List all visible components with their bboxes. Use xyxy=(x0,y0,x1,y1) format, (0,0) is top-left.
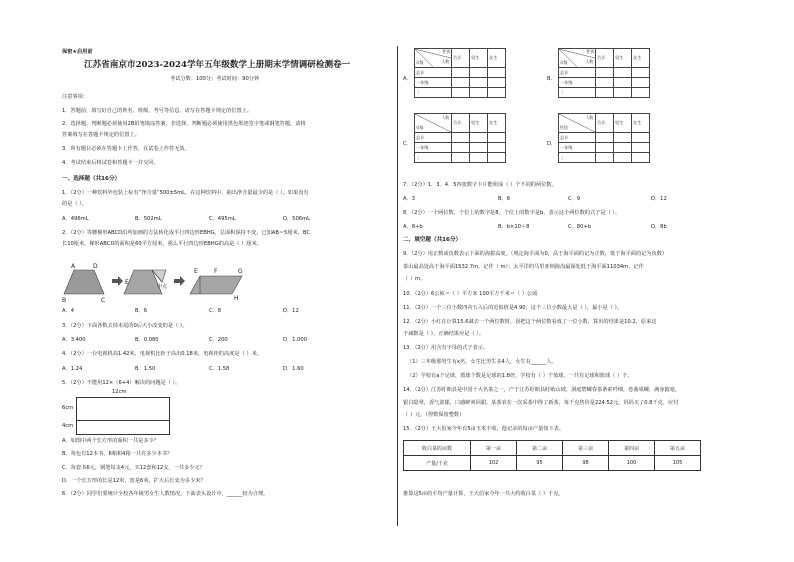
q2-option-d: D．12 xyxy=(283,308,299,314)
table-b-row: ⋮ xyxy=(559,88,596,98)
q2-line2: 长10厘米，梯形ABCD的面积是60平方厘米，那么平行四边形EBHG的高是（ ）厘米。 xyxy=(62,241,262,247)
q5-option-c: C．每套书6元，钢笔每支4元，买12套和12支，一共多少元？ xyxy=(62,465,205,471)
q4-text: 4．（2分）一台电视机高1.42米，电视机比柜子高出0.18米，电视柜的高度是（ ）米。 xyxy=(62,351,262,357)
yield-value: 98 xyxy=(563,456,609,471)
q13-item-2: （2）学校有a个足球，篮球个数是足球的1.8倍，学校有（ ）个篮球，一共有足球和篮球（ ）个。 xyxy=(407,373,633,379)
q13-heading: 13．（2分）用含有字母的式子表示。 xyxy=(403,345,489,351)
table-d-diag-label-1: 人数 xyxy=(585,115,593,120)
fig-label-a: A xyxy=(71,263,76,270)
q1-option-c: C．495mL xyxy=(209,216,236,222)
q14-line3: （ ）元。（得数保留整数） xyxy=(403,412,465,418)
fig-midpoint-label: 中点 xyxy=(157,284,168,290)
q4-option-a: A．1.24 xyxy=(62,366,83,372)
q2-option-b: B．6 xyxy=(135,308,148,314)
q9-line1: 9．（2分）用正数或负数表示下面的海拔高度。（规定海平面为0，高于海平面的记为正数，低于海平面的记为负数） xyxy=(403,251,668,257)
table-b-row: 总计 xyxy=(559,68,596,78)
yield-value: 102 xyxy=(471,456,517,471)
q13-item-1: （1）三年级那男生有x名，女生比男生多4人，女生有______人。 xyxy=(407,359,557,365)
table-choice-b: B． xyxy=(547,76,556,82)
notes-heading: 注意事项： xyxy=(62,94,88,100)
table-b-diag-label-3: 年级 xyxy=(560,60,568,65)
fig-label-b: B xyxy=(62,297,67,304)
q3-option-d: D．1.000 xyxy=(283,337,308,343)
yield-value: 100 xyxy=(609,456,655,471)
q6-text: 6．（2分）同学们要统计全校各年级男女生人数情况，下面表头设计中，______较为合理。 xyxy=(62,491,269,497)
header-table-d xyxy=(558,113,650,163)
table-c-diag-label-1: 人数 xyxy=(441,115,449,120)
exam-title: 江苏省南京市2023-2024学年五年级数学上册期末学情调研检测卷一 xyxy=(84,60,351,70)
q5-option-b: B．每包有12本书，6箱和4箱一共有多少本书？ xyxy=(62,451,173,457)
q14-line1: 14．（2分）江苏盱眙县是中国十大名茶之一，产于江苏盱眙县盱眙山坡，洞庭碧螺春茶条索纤细，卷曲成螺，满身披毫， xyxy=(403,387,681,393)
q1-line1: 1．（2分）一种饮料外包装上标有“净含量”500±5mL，在这种饮料中，抽出净含量最少的是（ ）。如果没有 xyxy=(62,190,309,196)
yield-header-cell: 第四亩 xyxy=(609,441,655,456)
table-b-col: 女生 xyxy=(632,49,650,68)
table-b-diag-label-1: 性别 xyxy=(586,49,594,54)
q5-rect-figure xyxy=(62,389,172,435)
header-table-b xyxy=(558,48,650,98)
note-2: 2．选择题、判断题必须使用2B铅笔填涂答案，非选择、判断题必须使用黑色墨迹签字笔或钢笔答题，请将 xyxy=(62,121,306,127)
q3-option-b: B．0.080 xyxy=(135,337,159,343)
fig-label-d: D xyxy=(93,263,98,270)
q1-option-d: D．506mL xyxy=(283,216,311,222)
table-b-row: 一年级 xyxy=(559,78,596,88)
yield-header-cell: 第二亩 xyxy=(517,441,563,456)
table-c-col: 男生 xyxy=(470,114,488,133)
table-b-col: 男生 xyxy=(614,49,632,68)
q10-text: 10．（2分）6公顷＝（ ）平方米 100平方千米＝（ ）公顷 xyxy=(403,291,538,297)
column-divider xyxy=(397,46,398,526)
table-c-col: 女生 xyxy=(488,114,506,133)
q5-fig-top-label: 12cm xyxy=(112,389,127,395)
q7-text: 7．（2分）1．3．4．5四张数字卡片能组成（ ）个不同的两位数。 xyxy=(403,182,557,188)
fig-label-c: C xyxy=(101,297,106,304)
yield-header-label: 收白菜的亩数 xyxy=(404,441,471,456)
yield-row-label: 产量/千克 xyxy=(404,456,471,471)
arrow-1 xyxy=(112,276,123,286)
q4-option-b: B．1.50 xyxy=(135,366,156,372)
note-4: 4．考试结束后将试卷和答题卡一并交回。 xyxy=(62,160,159,166)
table-c-diag-label-2: 年级 xyxy=(416,125,424,130)
q3-option-c: C．200 xyxy=(209,337,228,343)
table-choice-d: D． xyxy=(547,141,557,147)
q15-text: 15．（2分）王大伯家今年有5亩玉米丰收，他记录的每亩产量如下表。 xyxy=(403,426,565,432)
note-2b: 答案填写在答题卡规定的位置上。 xyxy=(62,132,140,138)
table-a-col: 合计 xyxy=(452,49,470,68)
q3-text: 3．（2分）下面各数去掉末尾的0后大小改变的是（ ）。 xyxy=(62,323,188,329)
header-table-c xyxy=(414,113,506,163)
q2-trapezoid-figure xyxy=(62,260,277,305)
table-d-col: 男生 xyxy=(614,114,632,133)
table-b-diag-label-2: 人数 xyxy=(585,59,593,64)
table-a-diag-label-1: 性别 xyxy=(442,49,450,54)
q8-option-c: C．80+b xyxy=(568,224,592,230)
table-d-diag-cell xyxy=(559,114,596,133)
table-d-row: 总计 xyxy=(559,133,596,143)
table-a-diag-cell xyxy=(415,49,452,68)
q11-text: 11．（2分）一个三位小数四舍五入后的近似值是4.90，这个三位小数最大是（ ），最小是（ ）。 xyxy=(403,305,623,311)
q12-line2: 个减数是（ ），正确结果应是（ ）。 xyxy=(403,331,485,337)
table-a-col: 女生 xyxy=(488,49,506,68)
note-1: 1．答题前，填写好自己的姓名、班级、考号等信息，请写在答题卡规定的位置上。 xyxy=(62,108,253,114)
yield-header-cell: 第五亩 xyxy=(655,441,701,456)
q5-fig-left1-label: 6cm xyxy=(62,405,74,411)
table-a-row: 一年级 xyxy=(415,78,452,88)
table-d-diag-label-2: 性别 xyxy=(560,125,568,130)
q5-text: 5．（2分）不能用12×（6+4）解决的问题是（ ）。 xyxy=(62,380,181,386)
yield-value: 105 xyxy=(655,456,701,471)
q4-option-c: C．1.58 xyxy=(209,366,230,372)
q5-option-d: D．一个长方形的长是12米，宽是6米，扩大后长变为多少米？ xyxy=(62,478,206,484)
table-c-diag-cell xyxy=(415,114,452,133)
table-d-col: 女生 xyxy=(632,114,650,133)
q8-text: 8．（2分）一个两位数，个位上的数字是8，个位上的数字是b，表示这个两位数的式子是（ ）。 xyxy=(403,210,621,216)
q8-option-b: B．b×10＋8 xyxy=(498,224,530,230)
trapezoid-abcd xyxy=(64,270,104,294)
q2-option-c: C．8 xyxy=(209,308,222,314)
q9-line2: 泰山最高处高于海平面1532.7m，记作（ m）；太平洋的马里亚纳海沟最深处低于海平面11034m，记作 xyxy=(403,264,644,270)
q3-option-a: A．3.400 xyxy=(62,337,86,343)
q5-rect-bottom xyxy=(76,420,170,435)
table-choice-a: A． xyxy=(403,76,412,82)
table-d-row: ⋮ xyxy=(559,153,596,163)
yield-value: 95 xyxy=(517,456,563,471)
table-a-diag-label-2: 人数 xyxy=(441,59,449,64)
fig-label-h: H xyxy=(234,295,239,302)
fig-label-e: E xyxy=(125,279,129,286)
q1-option-a: A．496mL xyxy=(62,216,89,222)
fig-label-e2: E xyxy=(194,268,198,275)
table-a-row: 总计 xyxy=(415,68,452,78)
q5-rect-top xyxy=(76,397,170,421)
q7-option-d: D．12 xyxy=(651,196,667,202)
q15-after: 推算这5亩的平均产量计算，王大伯家今年一共大约收白菜（ ）千克。 xyxy=(403,491,564,497)
table-d-row: 一年级 xyxy=(559,143,596,153)
yield-header-cell: 第三亩 xyxy=(563,441,609,456)
yield-table xyxy=(403,440,701,471)
fig-label-f: F xyxy=(214,268,218,275)
yield-header-cell: 第一亩 xyxy=(471,441,517,456)
arrow-2 xyxy=(174,276,185,286)
q8-option-a: A．8+b xyxy=(403,224,423,230)
note-3: 3．所有题目必须在答题卡上作答，在试卷上作答无效。 xyxy=(62,146,190,152)
score-info: 考试分数：100分；考试时间：90分钟 xyxy=(170,76,260,82)
q7-option-c: C．9 xyxy=(568,196,581,202)
q7-option-a: A．3 xyxy=(403,196,416,202)
q2-option-a: A．4 xyxy=(62,308,75,314)
q7-option-b: B．6 xyxy=(498,196,511,202)
q4-option-d: D．1.60 xyxy=(283,366,304,372)
fig-label-g: G xyxy=(238,268,243,275)
secret-mark: 保密★启用前 xyxy=(62,49,93,55)
table-a-col: 男生 xyxy=(470,49,488,68)
section1-heading: 一、选择题（共16分） xyxy=(62,176,121,182)
table-choice-c: C． xyxy=(403,141,412,147)
q12-line1: 12．（2分）小红在计算15.6减去一个两位数时，误把这个两位数看成了一位小数，算出的结果是10.2，原来这 xyxy=(403,319,657,325)
table-c-row: 总计 xyxy=(415,133,452,143)
q5-option-a: A．如图中两个长方形的面积一共是多少？ xyxy=(62,438,159,444)
table-a-row: ⋮ xyxy=(415,88,452,98)
table-b-diag-cell xyxy=(559,49,596,68)
table-c-row: 一年级 xyxy=(415,143,452,153)
table-d-col: 合计 xyxy=(596,114,614,133)
parallelogram-ebhg xyxy=(190,276,242,294)
section2-heading: 二、填空题（共16分） xyxy=(403,237,462,243)
table-b-col: 合计 xyxy=(596,49,614,68)
table-c-col: 合计 xyxy=(452,114,470,133)
q14-line2: 银白隐翠，香气浓郁，口感鲜爽回甜。某茶农在一次采茶中得了新茶，每千克售价是224.52元，妈妈买了0.8千克，应付 xyxy=(403,400,679,406)
q5-fig-left2-label: 4cm xyxy=(62,423,74,429)
table-a-diag-label-3: 年级 xyxy=(416,60,424,65)
header-table-a xyxy=(414,48,506,98)
q1-line2: 的是（ ）。 xyxy=(62,201,87,207)
q8-option-d: D．8b xyxy=(651,224,667,230)
q2-line1: 2．（2分）等腰梯形ABCD沿所加画的方法转化成平行四边形EBHG，总面积保持不变。已知AB＝5厘米，BC xyxy=(62,230,311,236)
table-c-row: ⋮ xyxy=(415,153,452,163)
q1-option-b: B．502mL xyxy=(135,216,162,222)
q9-line3: （ ）m。 xyxy=(403,276,426,282)
